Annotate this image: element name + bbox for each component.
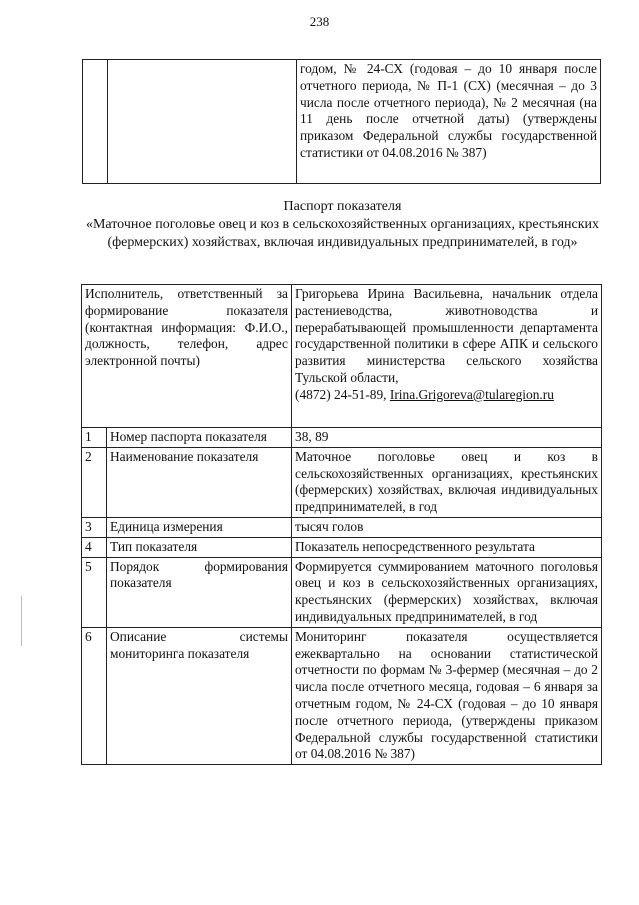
executor-email[interactable]: Irina.Grigoreva@tularegion.ru (389, 386, 554, 402)
num-cell (83, 60, 108, 184)
value-cell: годом, № 24-СХ (годовая – до 10 января после отчетного периода, № П-1 (СХ) (месячная – до 3 числа после отчетного периода), № 2 месячная (на 11 день после отчетной даты) (утверждены приказом Федеральной службы государственной статистики от 04.08.2016 № 387) (297, 60, 601, 184)
row-number: 4 (82, 537, 107, 557)
table-row (82, 428, 602, 448)
scan-margin-mark (21, 596, 22, 646)
row-value: Маточное поголовье овец и коз в сельскохозяйственных организациях, крестьянских (фермерских) хозяйствах, включая индивидуальных предпринимателей, в год (292, 447, 602, 517)
row-label: Порядок формирования показателя (107, 557, 292, 627)
executor-row (82, 285, 602, 428)
row-value: тысяч голов (292, 517, 602, 537)
table-row (83, 60, 601, 184)
page-number: 238 (309, 14, 330, 29)
table-row (82, 537, 602, 557)
table-row (82, 557, 602, 627)
row-value: Показатель непосредственного результата (292, 537, 602, 557)
row-label: Номер паспорта показателя (107, 428, 292, 448)
table-row (82, 627, 602, 764)
executor-name-position: Григорьева Ирина Васильевна, начальник отдела растениеводства, животноводства и перерабатывающей промышленности департамента государственной политики в сфере АПК и сельского развития министерства сельского хозяйства Тульской области, (295, 286, 598, 385)
row-value: Мониторинг показателя осуществляется ежеквартально на основании статистической отчетности по формам № 3-фермер (месячная – до 2 числа после отчетного месяца, годовая – 6 января за отчетным годом, № 24-СХ (годовая – до 10 января после отчетного периода, (утверждены приказом Федеральной службы государственной статистики от 04.08.2016 № 387) (292, 627, 602, 764)
row-number: 5 (82, 557, 107, 627)
row-number: 6 (82, 627, 107, 764)
row-label: Тип показателя (107, 537, 292, 557)
row-value: Формируется суммированием маточного поголовья овец и коз в сельскохозяйственных организациях, крестьянских (фермерских) хозяйствах, включая индивидуальных предпринимателей, в год (292, 557, 602, 627)
label-cell (108, 60, 297, 184)
row-number: 2 (82, 447, 107, 517)
passport-subtitle: «Маточное поголовье овец и коз в сельскохозяйственных организациях, крестьянских (фермерских) хозяйствах, включая индивидуальных предпринимателей, в год» (85, 216, 600, 250)
row-label: Описание системы мониторинга показателя (107, 627, 292, 764)
row-value: 38, 89 (292, 428, 602, 448)
table-row (82, 517, 602, 537)
row-number: 3 (82, 517, 107, 537)
table-row (82, 447, 602, 517)
passport-heading (80, 198, 605, 251)
row-number: 1 (82, 428, 107, 448)
passport-title: Паспорт показателя (283, 199, 402, 214)
executor-phone: (4872) 24-51-89, (295, 386, 387, 402)
continued-table-fragment (82, 59, 601, 184)
passport-table (81, 284, 602, 765)
row-label: Единица измерения (107, 517, 292, 537)
executor-value (292, 285, 602, 428)
executor-label: Исполнитель, ответственный за формирование показателя (контактная информация: Ф.И.О., должность, телефон, адрес электронной почты) (82, 285, 292, 428)
row-label: Наименование показателя (107, 447, 292, 517)
